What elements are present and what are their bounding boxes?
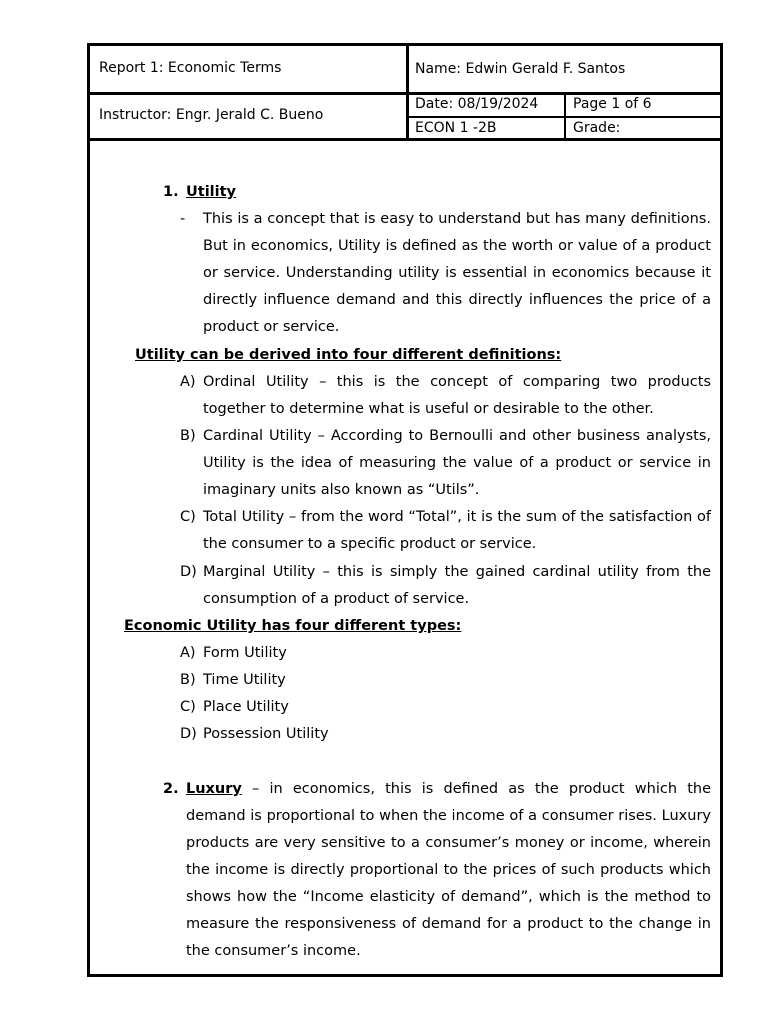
types-heading: Economic Utility has four different types:	[124, 618, 462, 634]
type-item: Possession Utility	[203, 726, 329, 742]
section1-bullet: -	[180, 211, 186, 227]
section1-paragraph: This is a concept that is easy to understand but has many definitions. But in economics, Utility is defined as the worth or value of a product or service. Understanding utility is essential in economics because it directly influence demand and this directly influences the price of a product or service.	[203, 211, 711, 335]
page-count: Page 1 of 6	[573, 96, 652, 112]
report-date: Date: 08/19/2024	[415, 96, 539, 112]
type-marker: D)	[180, 726, 197, 742]
definition-item: Marginal Utility – this is simply the gained cardinal utility from the consumption of a product of service.	[203, 564, 711, 607]
definition-item: Cardinal Utility – According to Bernoulli and other business analysts, Utility is the idea of measuring the value of a product or service in imaginary units also known as “Utils”.	[203, 428, 711, 498]
definition-marker: A)	[180, 374, 196, 390]
report-title: Report 1: Economic Terms	[99, 60, 282, 76]
instructor-name: Instructor: Engr. Jerald C. Bueno	[99, 107, 324, 123]
section1-title: Utility	[186, 184, 236, 200]
page-frame	[87, 43, 723, 977]
grade-field: Grade:	[573, 120, 621, 136]
section2-title: Luxury	[186, 781, 242, 797]
definition-marker: D)	[180, 564, 197, 580]
type-marker: C)	[180, 699, 196, 715]
definition-item: Total Utility – from the word “Total”, it is the sum of the satisfaction of the consumer to a specific product or service.	[203, 509, 711, 552]
course-code: ECON 1 -2B	[415, 120, 497, 136]
section2-text: – in economics, this is defined as the product which the demand is proportional to when the income of a consumer rises. Luxury products are very sensitive to a consumer’s money or income, wherein the income is directly proportional to the prices of such products which shows how the “Income elasticity of demand”, which is the method to measure the responsiveness of demand for a product to the change in the consumer’s income.	[186, 781, 711, 959]
section2-paragraph	[186, 776, 711, 965]
section1-number: 1.	[163, 184, 179, 200]
section2-number: 2.	[163, 781, 179, 797]
type-item: Form Utility	[203, 645, 287, 661]
definition-marker: B)	[180, 428, 196, 444]
header-table	[90, 46, 720, 140]
type-marker: A)	[180, 645, 196, 661]
definition-item: Ordinal Utility – this is the concept of comparing two products together to determine what is useful or desirable to the other.	[203, 374, 711, 417]
type-marker: B)	[180, 672, 196, 688]
type-item: Place Utility	[203, 699, 289, 715]
student-name: Name: Edwin Gerald F. Santos	[415, 61, 626, 77]
type-item: Time Utility	[203, 672, 286, 688]
definition-marker: C)	[180, 509, 196, 525]
definitions-heading: Utility can be derived into four different definitions:	[135, 347, 562, 363]
